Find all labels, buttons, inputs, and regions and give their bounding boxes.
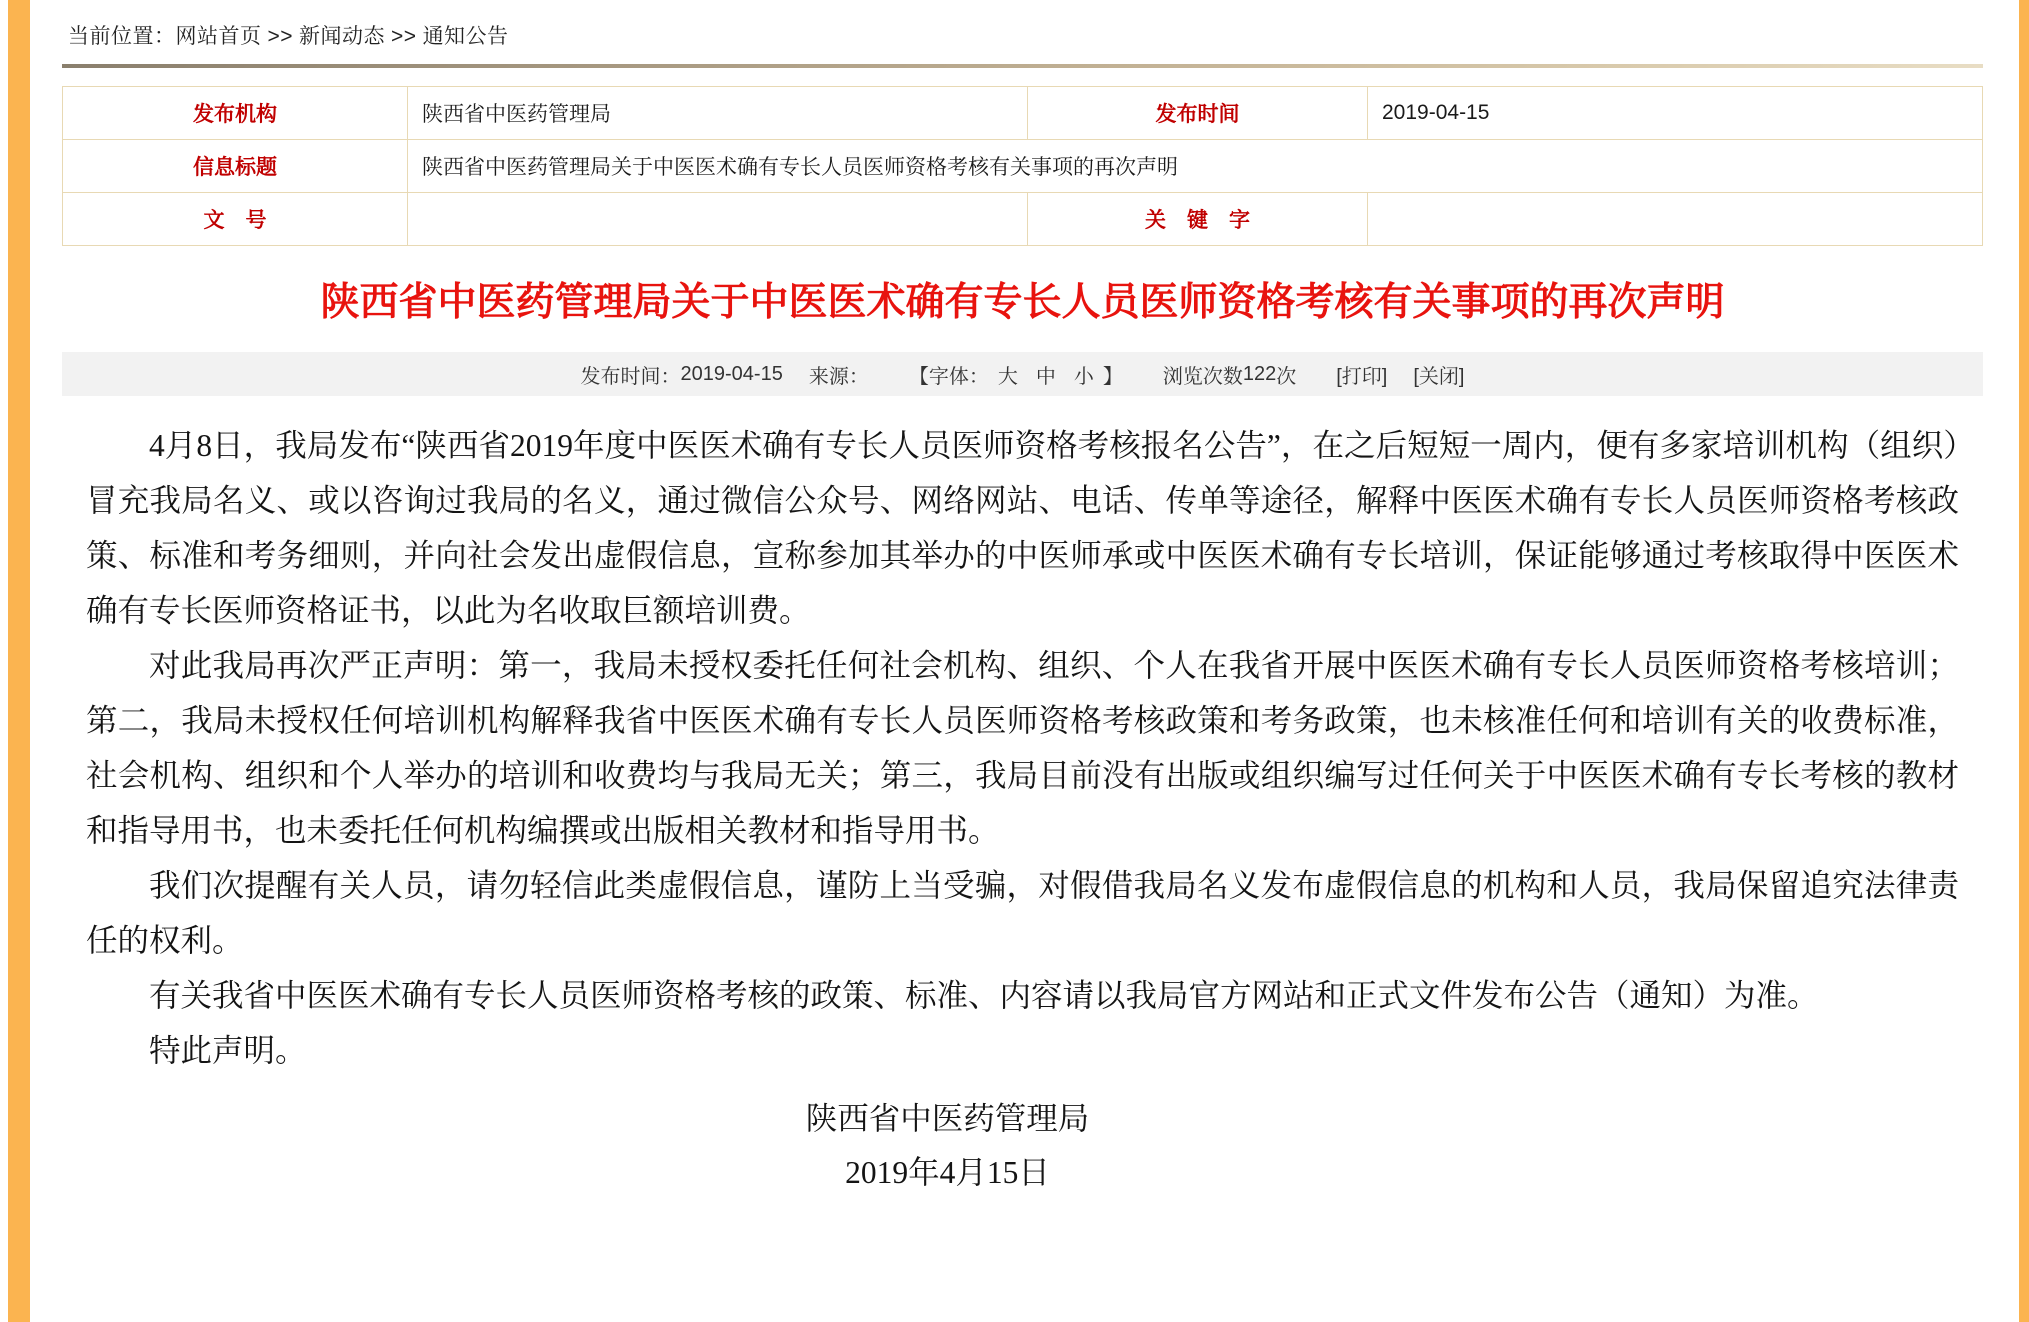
value-publisher: 陕西省中医药管理局 xyxy=(408,87,1028,140)
font-size-label: 【字体： xyxy=(908,365,989,388)
font-size-small-button[interactable]: 小 xyxy=(1073,365,1094,388)
view-count-value: 122 xyxy=(1242,362,1277,385)
label-doc-number: 文 号 xyxy=(63,193,408,246)
table-row xyxy=(63,87,1983,140)
value-info-title: 陕西省中医药管理局关于中医医术确有专长人员医师资格考核有关事项的再次声明 xyxy=(408,140,1983,193)
article-paragraph: 对此我局再次严正声明：第一，我局未授权委托任何社会机构、组织、个人在我省开展中医医术确有专长人员医师资格考核培训；第二，我局未授权任何培训机构解释我省中医医术确有专长人员医师资格考核政策和考务政策，也未核准任何和培训有关的收费标准，社会机构、组织和个人举办的培训和收费均与我局无关；第三，我局目前没有出版或组织编写过任何关于中医医术确有专长考核的教材和指导用书，也未委托任何机构编撰或出版相关教材和指导用书。 xyxy=(86,648,1959,848)
label-info-title: 信息标题 xyxy=(63,140,408,193)
signature-organization: 陕西省中医药管理局 xyxy=(805,1101,1090,1136)
table-row xyxy=(63,140,1983,193)
breadcrumb-prefix: 当前位置： xyxy=(68,25,176,48)
page-content xyxy=(40,0,2005,1322)
article-body xyxy=(86,418,1959,1200)
header-divider xyxy=(62,64,1983,68)
print-button[interactable]: [打印] xyxy=(1336,365,1388,388)
breadcrumb-separator-2: >> xyxy=(391,25,417,48)
article-meta-bar xyxy=(62,352,1983,396)
left-orange-rail xyxy=(8,0,30,1322)
breadcrumb-separator-1: >> xyxy=(267,25,294,48)
signature-block xyxy=(86,1092,1959,1200)
article-paragraph: 特此声明。 xyxy=(149,1033,307,1068)
font-size-large-button[interactable]: 大 xyxy=(997,365,1018,388)
breadcrumb-item-news[interactable]: 新闻动态 xyxy=(299,25,386,48)
article-paragraph: 4月8日，我局发布“陕西省2019年度中医医术确有专长人员医师资格考核报名公告”，在之后短短一周内，便有多家培训机构（组织）冒充我局名义、或以咨询过我局的名义，通过微信公众号、网络网站、电话、传单等途径，解释中医医术确有专长人员医师资格考核政策、标准和考务细则，并向社会发出虚假信息，宣称参加其举办的中医师承或中医医术确有专长培训，保证能够通过考核取得中医医术确有专长医师资格证书，以此为名收取巨额培训费。 xyxy=(86,428,1959,628)
breadcrumb xyxy=(40,0,2005,52)
breadcrumb-item-announcements[interactable]: 通知公告 xyxy=(422,25,509,48)
view-count-unit: 次 xyxy=(1276,365,1297,388)
publish-time-label: 发布时间： xyxy=(580,365,681,388)
label-publisher: 发布机构 xyxy=(63,87,408,140)
page-title: 陕西省中医药管理局关于中医医术确有专长人员医师资格考核有关事项的再次声明 xyxy=(320,281,1725,324)
font-size-label-end: 】 xyxy=(1102,365,1123,388)
label-keywords: 关 键 字 xyxy=(1028,193,1368,246)
source-label: 来源： xyxy=(808,365,869,388)
publish-time-value: 2019-04-15 xyxy=(680,362,783,385)
view-count-label: 浏览次数 xyxy=(1162,365,1243,388)
label-publish-date: 发布时间 xyxy=(1028,87,1368,140)
font-size-medium-button[interactable]: 中 xyxy=(1035,365,1056,388)
right-orange-rail xyxy=(2019,0,2029,1322)
breadcrumb-item-home[interactable]: 网站首页 xyxy=(175,25,262,48)
table-row xyxy=(63,193,1983,246)
article-paragraph: 有关我省中医医术确有专长人员医师资格考核的政策、标准、内容请以我局官方网站和正式文件发布公告（通知）为准。 xyxy=(149,978,1819,1013)
document-info-table xyxy=(62,86,1983,246)
value-publish-date: 2019-04-15 xyxy=(1368,87,1983,140)
close-button[interactable]: [关闭] xyxy=(1413,365,1465,388)
article-paragraph: 我们次提醒有关人员，请勿轻信此类虚假信息，谨防上当受骗，对假借我局名义发布虚假信息的机构和人员，我局保留追究法律责任的权利。 xyxy=(86,868,1959,958)
value-doc-number xyxy=(408,193,1028,246)
value-keywords xyxy=(1368,193,1983,246)
signature-date: 2019年4月15日 xyxy=(845,1155,1050,1190)
